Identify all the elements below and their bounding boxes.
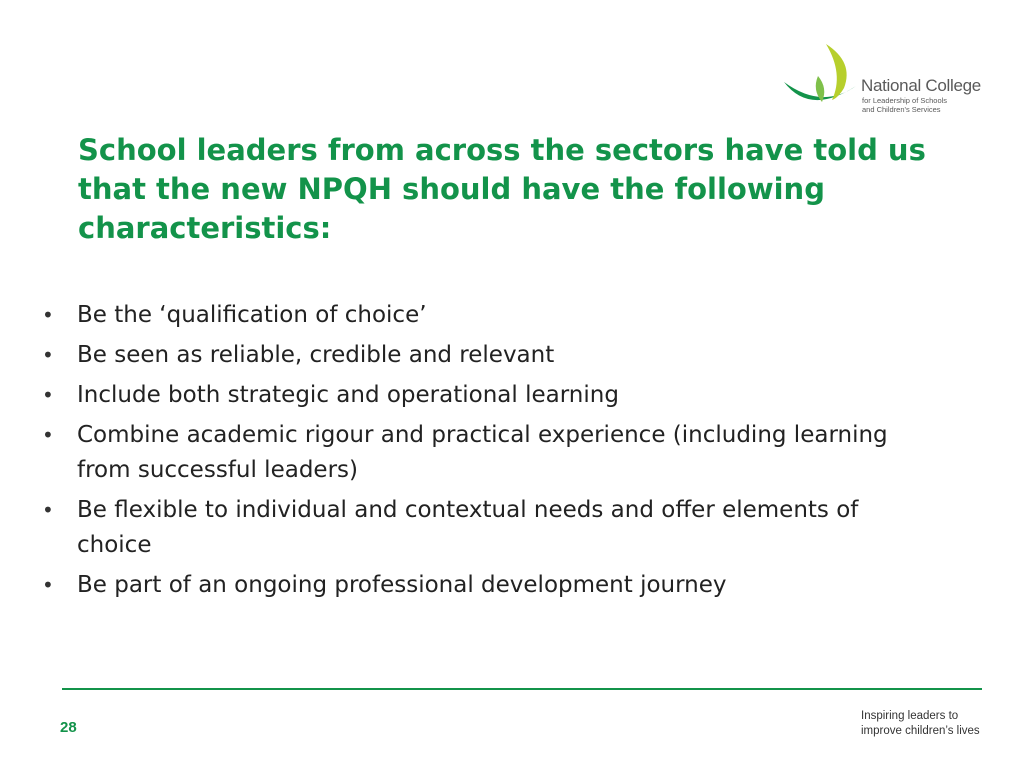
bullet-dot: • [42, 573, 54, 597]
bullet-item [37, 378, 917, 413]
bullet-item [37, 338, 917, 373]
bullet-item [37, 298, 917, 333]
bullet-item [37, 568, 917, 603]
footer-tagline [861, 709, 980, 739]
bullet-dot: • [42, 343, 54, 367]
logo-subtitle-line2: and Children's Services [862, 105, 941, 114]
footer-divider [62, 688, 982, 690]
tagline-line1: Inspiring leaders to [861, 710, 959, 722]
logo-subtitle [862, 96, 947, 114]
bullet-list [37, 298, 917, 608]
tagline-line2: improve children’s lives [861, 725, 980, 737]
bullet-text: Be part of an ongoing professional development journey [77, 572, 727, 598]
bullet-dot: • [42, 303, 54, 327]
bullet-text: Be the ‘qualification of choice’ [77, 302, 427, 328]
bullet-dot: • [42, 498, 54, 522]
bullet-dot: • [42, 383, 54, 407]
bullet-item [37, 493, 917, 563]
page-number: 28 [60, 719, 77, 736]
logo-name: National College [861, 76, 981, 95]
bullet-text: Combine academic rigour and practical experience (including learning from successful leaders) [77, 422, 888, 483]
national-college-logo [782, 40, 992, 115]
logo-subtitle-line1: for Leadership of Schools [862, 96, 948, 105]
bullet-item [37, 418, 917, 488]
bullet-text: Be seen as reliable, credible and relevant [77, 342, 555, 368]
leaf-swoosh-icon [782, 40, 862, 115]
bullet-text: Include both strategic and operational learning [77, 382, 619, 408]
bullet-text: Be flexible to individual and contextual needs and offer elements of choice [77, 497, 859, 558]
bullet-dot: • [42, 423, 54, 447]
slide-title: School leaders from across the sectors have told us that the new NPQH should have the following characteristics: [78, 133, 926, 245]
